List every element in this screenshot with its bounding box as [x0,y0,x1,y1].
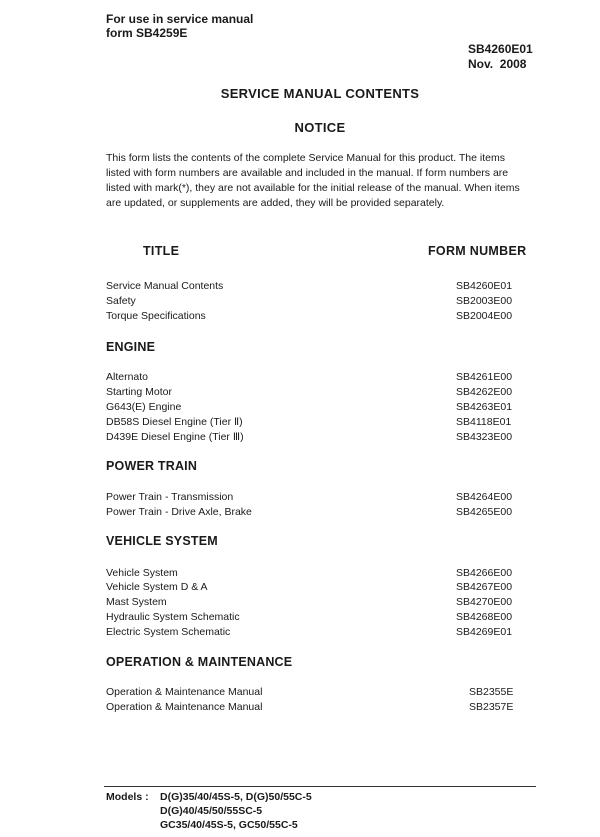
section-heading-operation-maintenance: OPERATION & MAINTENANCE [106,655,293,669]
models-label: Models : [106,791,149,803]
list-item-title: Service Manual Contents [106,280,224,292]
header-note-line2: form SB4259E [106,26,188,40]
doc-date: Nov. 2008 [468,57,527,71]
list-item-title: Torque Specifications [106,310,206,322]
notice-heading: NOTICE [294,120,346,135]
section-heading-vehicle-system: VEHICLE SYSTEM [106,534,218,548]
list-item-form: SB4323E00 [456,431,513,443]
list-item-form: SB4118E01 [456,416,512,428]
models-line2: D(G)40/45/50/55SC-5 [160,805,263,817]
list-item-title: Starting Motor [106,386,172,398]
list-item-form: SB4268E00 [456,611,513,623]
list-item-form: SB2004E00 [456,310,513,322]
list-item-title: Operation & Maintenance Manual [106,686,263,698]
footer-divider [104,786,536,787]
column-form-heading: FORM NUMBER [428,244,527,258]
list-item-title: Alternato [106,371,149,383]
list-item-form: SB4266E00 [456,567,513,579]
list-item-form: SB4270E00 [456,596,513,608]
list-item-title: Vehicle System [106,567,178,579]
list-item-title: Electric System Schematic [106,626,231,638]
list-item-title: Operation & Maintenance Manual [106,701,263,713]
list-item-form: SB4264E00 [456,491,513,503]
models-line1: D(G)35/40/45S-5, D(G)50/55C-5 [160,791,312,803]
column-title-heading: TITLE [143,244,180,258]
notice-body: This form lists the contents of the complete Service Manual for this product. The items listed with form numbers are available and included in the manual. If form numbers are listed with mark(*), they are not available for the initial release of the manual. When items are updated, or supplements are added, they will be provided separately. [106,152,520,209]
list-item-form: SB4262E00 [456,386,513,398]
list-item-title: Power Train - Drive Axle, Brake [106,506,252,518]
list-item-form: SB4269E01 [456,626,513,638]
list-item-form: SB2003E00 [456,295,513,307]
list-item-title: Safety [106,295,136,307]
section-heading-engine: ENGINE [106,340,156,354]
header-note-line1: For use in service manual [106,12,254,26]
page-title: SERVICE MANUAL CONTENTS [220,86,420,101]
list-item-form: SB4267E00 [456,581,513,593]
list-item-form: SB4260E01 [456,280,513,292]
doc-number: SB4260E01 [468,42,533,56]
list-item-form: SB4263E01 [456,401,513,413]
list-item-title: Power Train - Transmission [106,491,234,503]
list-item-form: SB4265E00 [456,506,513,518]
list-item-form: SB4261E00 [456,371,513,383]
list-item-title: G643(E) Engine [106,401,182,413]
list-item-title: Vehicle System D & A [106,581,208,593]
section-heading-power-train: POWER TRAIN [106,459,198,473]
list-item-form: SB2357E [469,701,514,713]
list-item-title: Hydraulic System Schematic [106,611,240,623]
models-line3: GC35/40/45S-5, GC50/55C-5 [160,819,298,831]
list-item-title: Mast System [106,596,167,608]
list-item-title: D439E Diesel Engine (Tier Ⅲ) [106,431,244,443]
list-item-title: DB58S Diesel Engine (Tier Ⅱ) [106,416,243,428]
list-item-form: SB2355E [469,686,514,698]
